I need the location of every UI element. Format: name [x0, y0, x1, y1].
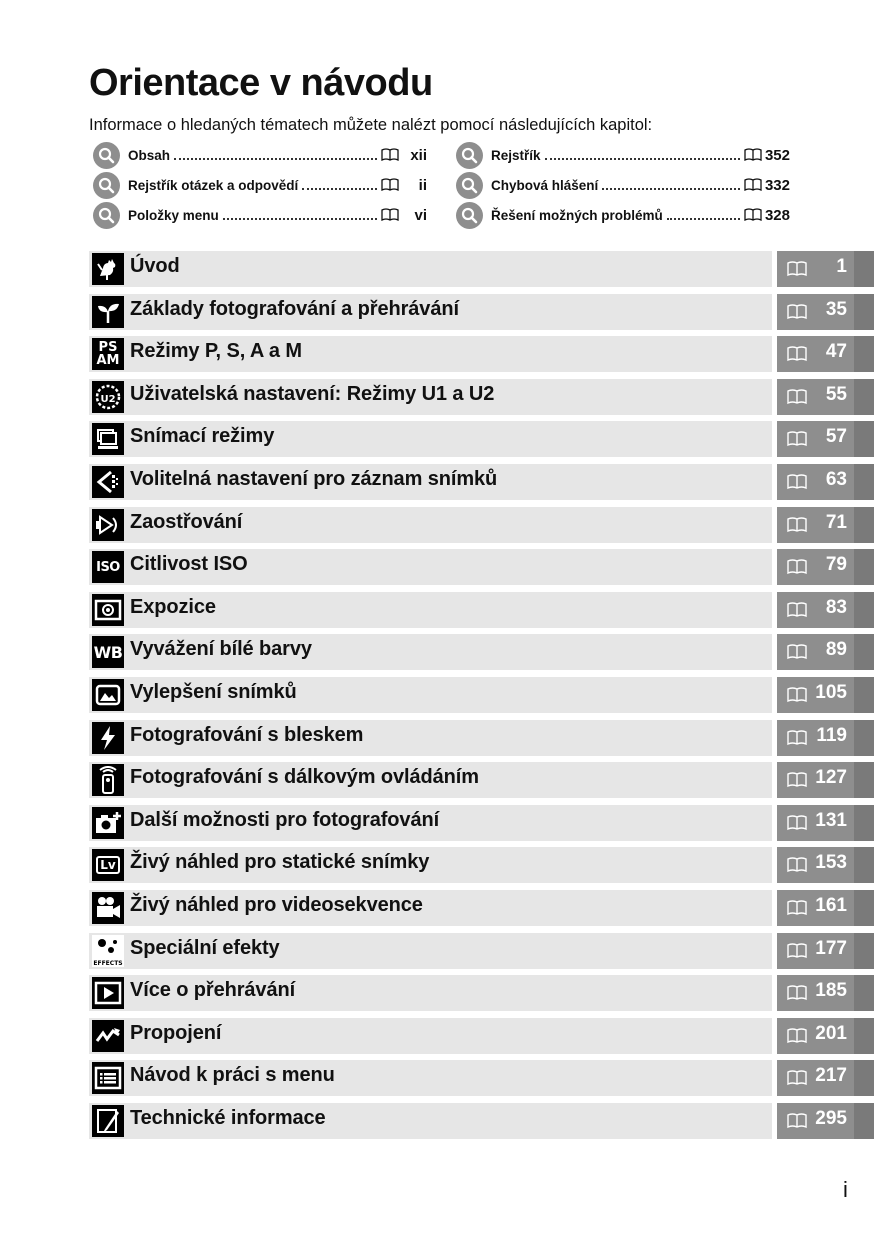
- chapter-title: Základy fotografování a přehrávání: [130, 297, 459, 320]
- leader-dots: [602, 176, 740, 190]
- rooster-icon: [92, 253, 124, 285]
- quick-link-label: Chybová hlášení: [491, 177, 599, 193]
- chapter-page-number: 35: [825, 298, 847, 320]
- search-icon: [456, 172, 483, 199]
- page-box-edge: [854, 847, 874, 883]
- chapter-page-number: 131: [815, 809, 847, 831]
- menu-list-icon: [92, 1062, 124, 1094]
- chapter-page-box: [777, 890, 874, 926]
- chapter-row[interactable]: [89, 421, 874, 457]
- page-box-edge: [854, 805, 874, 841]
- chapter-row[interactable]: [89, 379, 874, 415]
- chapter-row[interactable]: [89, 975, 874, 1011]
- page-box-edge: [854, 379, 874, 415]
- page-reference-icon: [744, 148, 762, 162]
- chapter-row[interactable]: [89, 634, 874, 670]
- chapter-page-box: [777, 251, 874, 287]
- chapter-page-number: 185: [815, 980, 847, 1002]
- chapter-title: Živý náhled pro statické snímky: [130, 851, 430, 874]
- leader-dots: [223, 206, 377, 220]
- page-reference-icon: [381, 178, 399, 192]
- page-box-edge: [854, 634, 874, 670]
- chapter-page-number: 55: [825, 383, 847, 405]
- chapter-title: Expozice: [130, 595, 216, 618]
- quick-link-qa-index[interactable]: [93, 172, 427, 198]
- chapter-title: Citlivost ISO: [130, 553, 248, 576]
- page-box-edge: [854, 762, 874, 798]
- chapter-title: Fotografování s bleskem: [130, 723, 364, 746]
- chapter-page-number: 79: [825, 554, 847, 576]
- chapter-page-number: 201: [815, 1022, 847, 1044]
- page-reference-icon: [787, 730, 807, 751]
- chapter-title: Snímací režimy: [130, 425, 275, 448]
- chapter-page-box: [777, 1018, 874, 1054]
- page-reference-icon: [787, 772, 807, 793]
- chapter-page-box: [777, 336, 874, 372]
- page-reference-icon: [787, 1070, 807, 1091]
- chapter-row[interactable]: [89, 720, 874, 756]
- chapter-page-box: [777, 720, 874, 756]
- chapter-row[interactable]: [89, 847, 874, 883]
- chapter-page-box: [777, 507, 874, 543]
- chapter-title: Uživatelská nastavení: Režimy U1 a U2: [130, 382, 495, 405]
- chapter-page-box: [777, 677, 874, 713]
- chapter-row[interactable]: [89, 251, 874, 287]
- page-reference-icon: [787, 346, 807, 367]
- technical-notes-icon: [92, 1105, 124, 1137]
- chapter-page-number: 177: [815, 937, 847, 959]
- chapter-row[interactable]: [89, 677, 874, 713]
- quick-link-troubleshooting[interactable]: [456, 202, 790, 228]
- page-box-edge: [854, 890, 874, 926]
- u1-u2-mode-icon: [92, 381, 124, 413]
- quick-link-label: Položky menu: [128, 207, 219, 223]
- page-box-edge: [854, 720, 874, 756]
- page-reference-icon: [787, 431, 807, 452]
- chapter-page-number: 1: [836, 256, 847, 277]
- playback-icon: [92, 977, 124, 1009]
- icon-text: Lv: [100, 858, 116, 873]
- page-reference-icon: [787, 985, 807, 1006]
- chapter-row[interactable]: [89, 762, 874, 798]
- page-reference-icon: [787, 815, 807, 836]
- search-icon: [93, 142, 120, 169]
- chapter-title: Režimy P, S, A a M: [130, 340, 302, 363]
- chapter-row[interactable]: [89, 1060, 874, 1096]
- chapter-row[interactable]: [89, 592, 874, 628]
- chapter-page-number: 119: [816, 724, 847, 746]
- quick-link-page: 352: [764, 146, 790, 164]
- chapter-row[interactable]: [89, 805, 874, 841]
- chapter-title: Více o přehrávání: [130, 979, 296, 1002]
- chapter-title: Fotografování s dálkovým ovládáním: [130, 766, 479, 789]
- image-quality-icon: [92, 466, 124, 498]
- chapter-title: Další možnosti pro fotografování: [130, 808, 440, 831]
- chapter-page-box: [777, 933, 874, 969]
- leader-dots: [545, 146, 740, 160]
- quick-link-page: ii: [418, 176, 427, 194]
- chapter-page-number: 127: [815, 767, 847, 789]
- connection-icon: [92, 1020, 124, 1052]
- chapter-row[interactable]: [89, 549, 874, 585]
- chapter-page-box: [777, 464, 874, 500]
- page-box-edge: [854, 549, 874, 585]
- icon-text: ISO: [96, 559, 120, 575]
- chapter-row[interactable]: [89, 1018, 874, 1054]
- quick-link-page: 328: [764, 206, 790, 224]
- chapter-page-box: [777, 805, 874, 841]
- chapter-page-number: 47: [825, 341, 847, 363]
- search-icon: [93, 202, 120, 229]
- effects-icon: [92, 935, 124, 967]
- chapter-page-number: 217: [815, 1065, 847, 1087]
- quick-link-label: Řešení možných problémů: [491, 207, 663, 223]
- page-box-edge: [854, 677, 874, 713]
- chapter-page-box: [777, 379, 874, 415]
- white-balance-icon: [92, 636, 124, 668]
- movie-camera-icon: [92, 892, 124, 924]
- chapter-row[interactable]: [89, 507, 874, 543]
- quick-link-label: Rejstřík otázek a odpovědí: [128, 177, 299, 193]
- chapter-page-box: [777, 549, 874, 585]
- chapter-title: Technické informace: [130, 1107, 326, 1129]
- leader-dots: [302, 176, 377, 190]
- page-reference-icon: [787, 559, 807, 580]
- focus-icon: [92, 509, 124, 541]
- search-icon: [93, 172, 120, 199]
- flash-icon: [92, 722, 124, 754]
- quick-link-menu-items[interactable]: [93, 202, 427, 228]
- chapter-page-number: 161: [815, 895, 847, 916]
- chapter-page-number: 63: [825, 469, 847, 490]
- page-reference-icon: [744, 178, 762, 192]
- chapter-row[interactable]: [89, 890, 874, 926]
- page-reference-icon: [787, 517, 807, 538]
- quick-link-page: 332: [764, 176, 790, 194]
- live-view-icon: [92, 849, 124, 881]
- chapter-page-box: [777, 1060, 874, 1096]
- page-box-edge: [854, 592, 874, 628]
- chapter-row[interactable]: [89, 294, 874, 330]
- page-reference-icon: [787, 304, 807, 325]
- page-subtitle: Informace o hledaných tématech můžete nalézt pomocí následujících kapitol:: [89, 116, 653, 134]
- page-box-edge: [854, 933, 874, 969]
- chapter-row[interactable]: [89, 336, 874, 372]
- iso-icon: [92, 551, 124, 583]
- quick-link-label: Rejstřík: [491, 147, 541, 163]
- page-reference-icon: [381, 148, 399, 162]
- page-box-edge: [854, 251, 874, 287]
- chapter-page-number: 105: [815, 682, 847, 703]
- page-box-edge: [854, 336, 874, 372]
- chapter-page-number: 71: [825, 511, 847, 533]
- leader-dots: [174, 146, 377, 160]
- page-reference-icon: [381, 208, 399, 222]
- chapter-page-number: 153: [815, 852, 847, 874]
- leader-dots: [667, 206, 740, 220]
- icon-frame: [96, 856, 119, 874]
- quick-links: [93, 142, 805, 232]
- quick-link-contents[interactable]: [93, 142, 427, 168]
- metering-icon: [92, 594, 124, 626]
- chapter-page-number: 57: [825, 426, 847, 448]
- camera-plus-icon: [92, 807, 124, 839]
- icon-text: AM: [96, 353, 120, 369]
- quick-link-page: xii: [410, 146, 427, 164]
- page-title: Orientace v návodu: [89, 62, 433, 104]
- chapter-page-box: [777, 762, 874, 798]
- page-box-edge: [854, 975, 874, 1011]
- chapter-page-number: 83: [825, 596, 847, 618]
- page-reference-icon: [787, 261, 807, 282]
- page-reference-icon: [787, 857, 807, 878]
- page-box-edge: [854, 1060, 874, 1096]
- chapter-page-box: [777, 975, 874, 1011]
- chapter-row[interactable]: [89, 933, 874, 969]
- chapter-page-box: [777, 592, 874, 628]
- page-reference-icon: [787, 474, 807, 495]
- page-reference-icon: [787, 602, 807, 623]
- chapter-row[interactable]: [89, 464, 874, 500]
- page-reference-icon: [787, 644, 807, 665]
- page-box-edge: [854, 507, 874, 543]
- icon-text: PS: [98, 340, 118, 356]
- chapter-title: Úvod: [130, 255, 180, 277]
- quick-link-error-messages[interactable]: [456, 172, 790, 198]
- chapter-page-number: 89: [825, 639, 847, 661]
- chapter-row[interactable]: [89, 1103, 874, 1139]
- quick-link-index[interactable]: [456, 142, 790, 168]
- chapter-title: Volitelná nastavení pro záznam snímků: [130, 468, 498, 490]
- chapter-title: Speciální efekty: [130, 936, 280, 959]
- search-icon: [456, 142, 483, 169]
- svg-text:U2: U2: [100, 393, 116, 405]
- page-box-edge: [854, 464, 874, 500]
- chapter-bar: [89, 251, 772, 287]
- page-reference-icon: [787, 389, 807, 410]
- page-box-edge: [854, 1018, 874, 1054]
- page-box-edge: [854, 294, 874, 330]
- picture-control-icon: [92, 679, 124, 711]
- psam-mode-icon: [92, 338, 124, 370]
- page-reference-icon: [787, 1028, 807, 1049]
- quick-link-page: vi: [414, 206, 427, 224]
- chapter-title: Návod k práci s menu: [130, 1064, 335, 1087]
- chapter-page-box: [777, 294, 874, 330]
- quick-link-label: Obsah: [128, 147, 171, 163]
- remote-control-icon: [92, 764, 124, 796]
- chapter-page-number: 295: [815, 1108, 847, 1129]
- chapter-title: Vylepšení snímků: [130, 681, 297, 703]
- chapter-title: Zaostřování: [130, 510, 243, 533]
- page-reference-icon: [787, 687, 807, 708]
- icon-text: EFFECTS: [93, 959, 123, 967]
- page-number: i: [843, 1177, 848, 1202]
- release-mode-icon: [92, 423, 124, 455]
- page-reference-icon: [787, 1113, 807, 1134]
- chapter-page-box: [777, 847, 874, 883]
- page-reference-icon: [787, 900, 807, 921]
- page-reference-icon: [744, 208, 762, 222]
- chapter-page-box: [777, 421, 874, 457]
- chapter-title: Propojení: [130, 1021, 222, 1044]
- chapter-title: Vyvážení bílé barvy: [130, 638, 312, 661]
- search-icon: [456, 202, 483, 229]
- icon-text: WB: [93, 642, 123, 662]
- page-box-edge: [854, 421, 874, 457]
- chapter-title: Živý náhled pro videosekvence: [130, 894, 423, 916]
- chapter-page-box: [777, 634, 874, 670]
- sprout-icon: [92, 296, 124, 328]
- page-box-edge: [854, 1103, 874, 1139]
- chapter-page-box: [777, 1103, 874, 1139]
- page-reference-icon: [787, 943, 807, 964]
